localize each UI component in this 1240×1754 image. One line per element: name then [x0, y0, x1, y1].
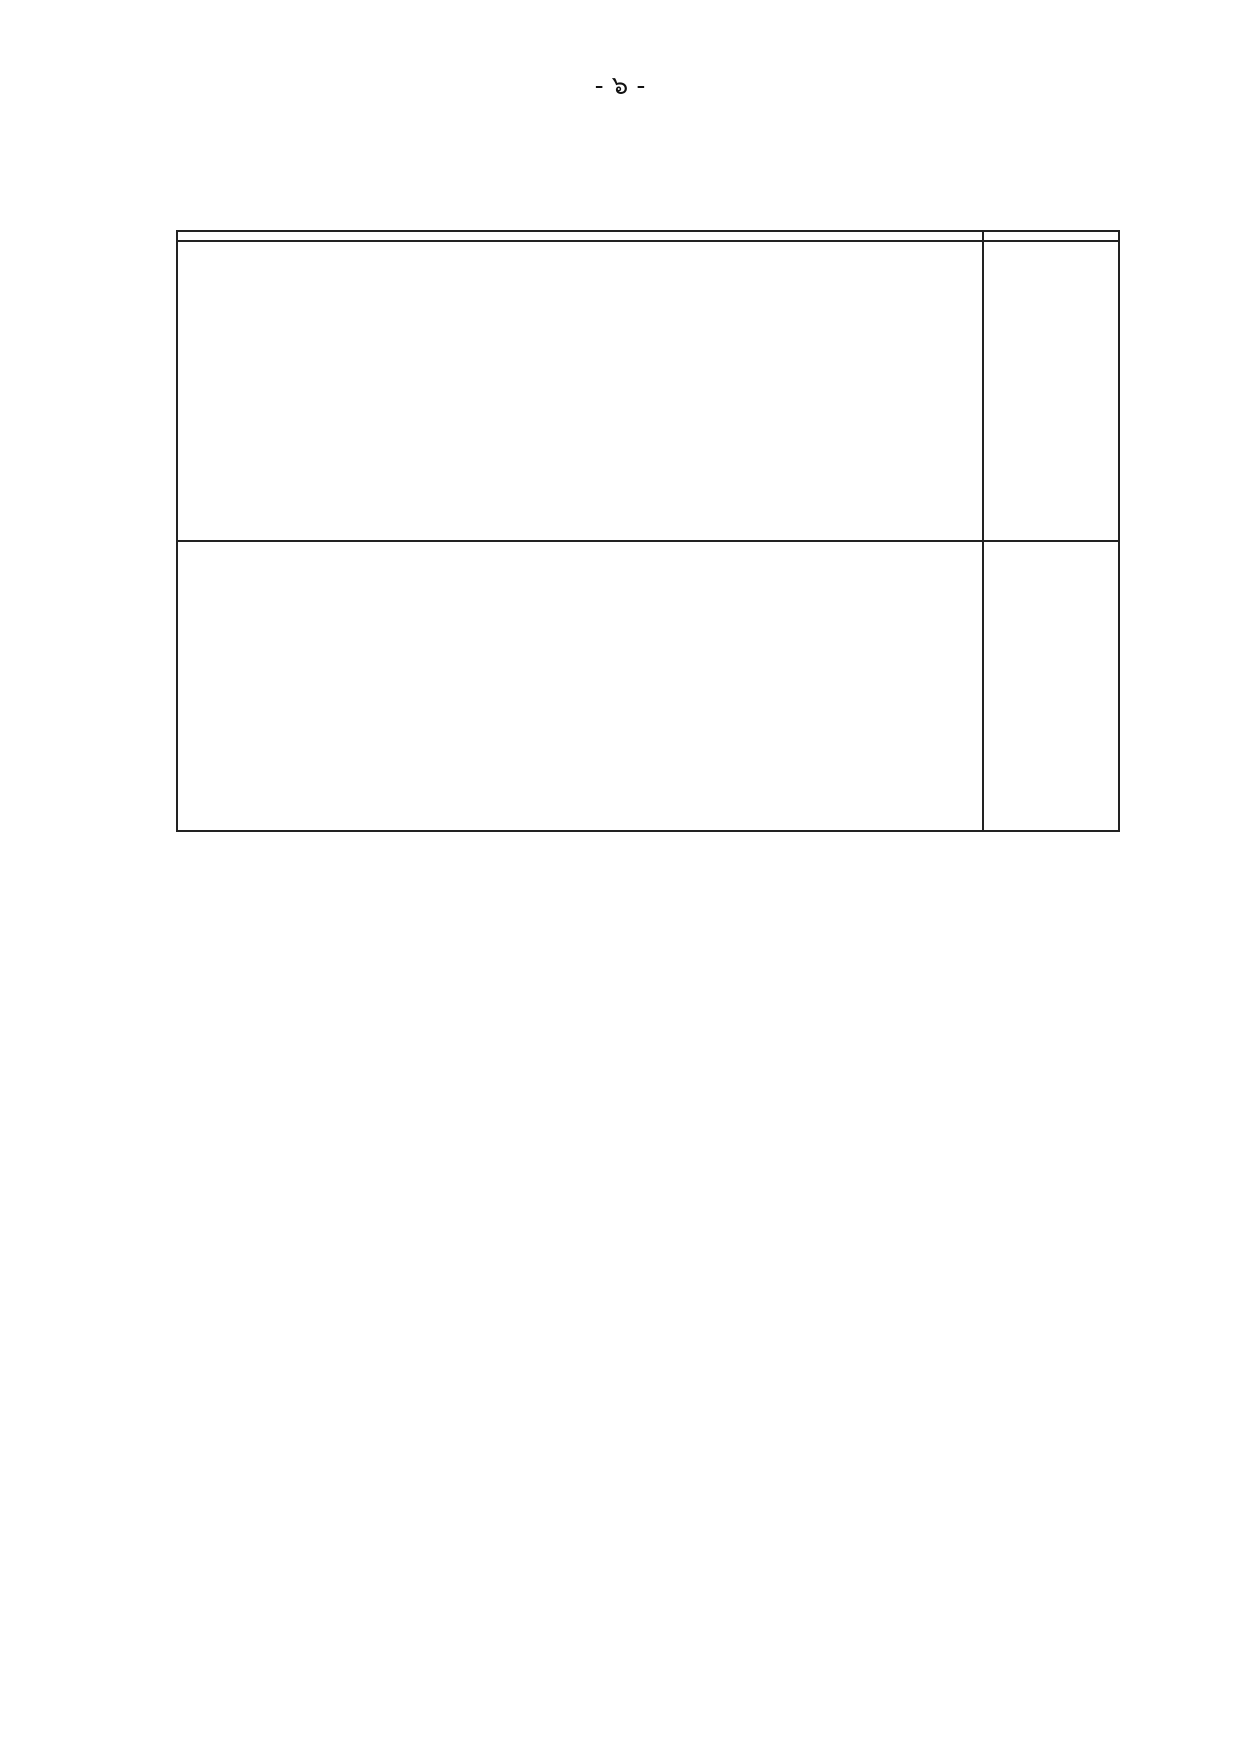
criteria-table [176, 230, 1120, 832]
table-row [177, 541, 1119, 831]
page-number: - ๖ - [594, 71, 646, 101]
score-cell [983, 241, 1119, 541]
table-header-row [177, 231, 1119, 241]
score-cell [983, 541, 1119, 831]
table-row [177, 241, 1119, 541]
criteria-cell [177, 241, 983, 541]
header-criteria [177, 231, 983, 241]
criteria-cell [177, 541, 983, 831]
header-score [983, 231, 1119, 241]
